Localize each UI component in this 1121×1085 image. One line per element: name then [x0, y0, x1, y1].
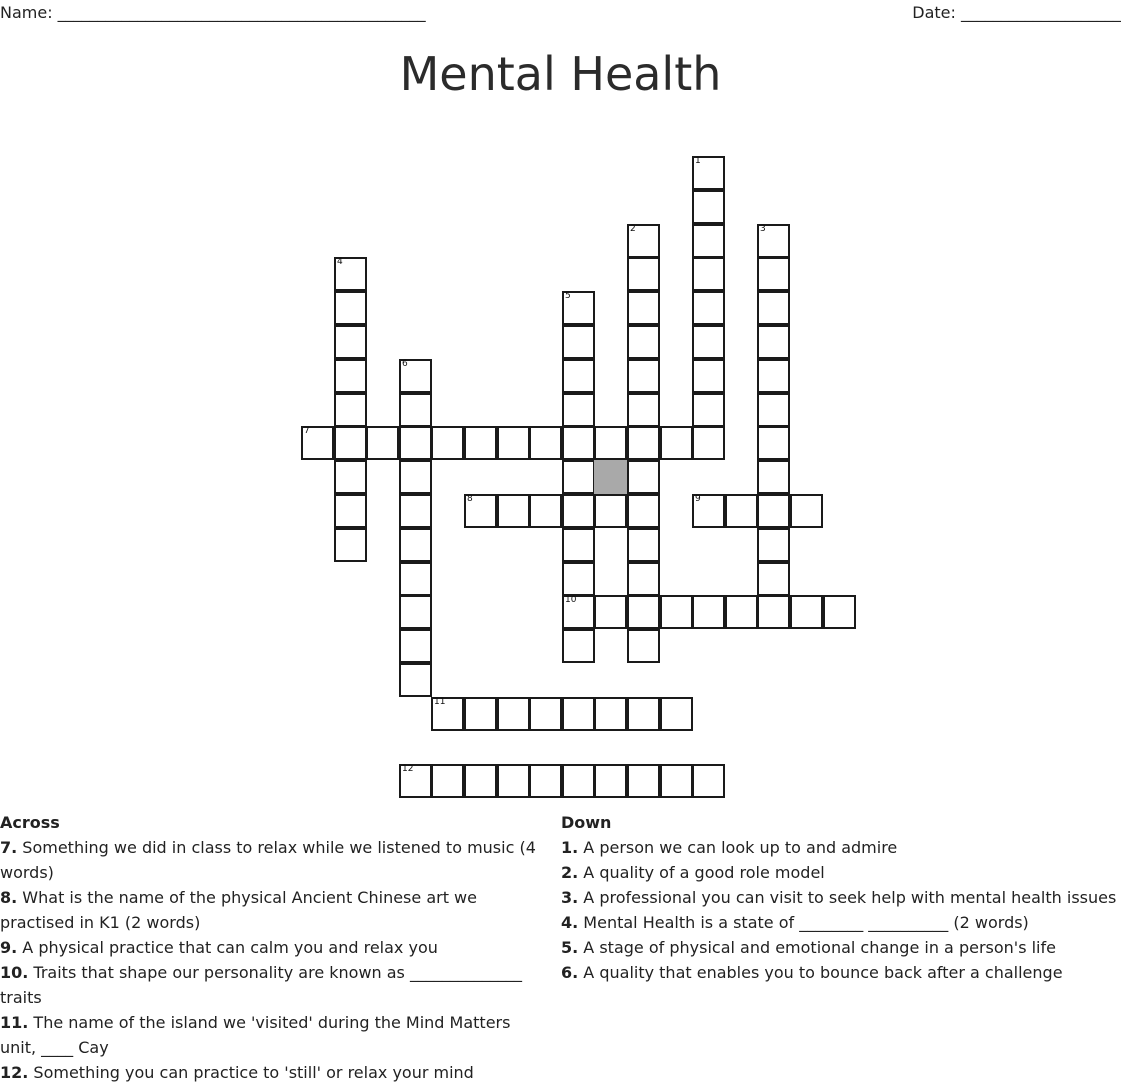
grid-cell[interactable] — [757, 562, 790, 596]
down-clue — [561, 910, 1121, 935]
clue-number: 11 — [434, 697, 446, 707]
grid-cell[interactable] — [301, 426, 334, 460]
clue-text: Something we did in class to relax while we listened to music (4 words) — [0, 838, 536, 882]
grid-cell[interactable] — [594, 426, 627, 460]
grid-cell[interactable] — [431, 697, 464, 731]
grid-cell[interactable] — [692, 224, 725, 258]
grid-cell[interactable] — [334, 359, 367, 393]
clue-number: 1 — [695, 156, 701, 166]
grid-cell[interactable] — [594, 595, 627, 629]
grid-cell[interactable] — [757, 224, 790, 258]
clue-num: 5. — [561, 938, 579, 957]
clue-text: A physical practice that can calm you and relax you — [17, 938, 438, 957]
clue-num: 10. — [0, 963, 29, 982]
across-clue — [0, 1060, 548, 1085]
grid-cell[interactable] — [692, 325, 725, 359]
grid-cell[interactable] — [497, 764, 530, 798]
grid-cell[interactable] — [399, 764, 432, 798]
grid-cell[interactable] — [660, 595, 693, 629]
clue-number: 3 — [760, 224, 766, 234]
grid-cell[interactable] — [757, 494, 790, 528]
grid-cell[interactable] — [464, 494, 497, 528]
grid-cell[interactable] — [757, 460, 790, 494]
clue-num: 7. — [0, 838, 18, 857]
grid-cell[interactable] — [627, 629, 660, 663]
grid-cell[interactable] — [562, 562, 595, 596]
down-clue — [561, 960, 1121, 985]
grid-cell[interactable] — [757, 257, 790, 291]
across-clue — [0, 960, 548, 1010]
grid-cell[interactable] — [399, 494, 432, 528]
grid-cell[interactable] — [757, 291, 790, 325]
grid-cell[interactable] — [562, 697, 595, 731]
grid-cell[interactable] — [399, 595, 432, 629]
clue-number: 7 — [304, 426, 310, 436]
clue-text: What is the name of the physical Ancient Chinese art we practised in K1 (2 words) — [0, 888, 477, 932]
grid-cell[interactable] — [529, 426, 562, 460]
across-clues — [0, 810, 548, 1085]
clue-number: 12 — [402, 764, 414, 774]
clue-number: 6 — [402, 359, 408, 369]
grid-cell[interactable] — [497, 697, 530, 731]
grid-cell[interactable] — [692, 359, 725, 393]
grid-cell[interactable] — [627, 460, 660, 494]
grid-cell[interactable] — [562, 494, 595, 528]
grid-cell[interactable] — [464, 426, 497, 460]
grid-cell[interactable] — [399, 460, 432, 494]
name-field[interactable]: Name: ______________________________________________ — [0, 3, 426, 22]
grid-cell[interactable] — [790, 595, 823, 629]
grid-cell[interactable] — [399, 528, 432, 562]
grid-cell[interactable] — [529, 697, 562, 731]
grid-cell-shaded — [594, 460, 627, 494]
grid-cell[interactable] — [334, 257, 367, 291]
clue-text: Something you can practice to 'still' or relax your mind — [28, 1063, 474, 1082]
grid-cell[interactable] — [399, 359, 432, 393]
clue-text: The name of the island we 'visited' during the Mind Matters unit, ____ Cay — [0, 1013, 511, 1057]
grid-cell[interactable] — [692, 595, 725, 629]
down-clue — [561, 935, 1121, 960]
grid-cell[interactable] — [431, 764, 464, 798]
clue-number: 5 — [565, 291, 571, 301]
across-clue — [0, 835, 548, 885]
grid-cell[interactable] — [660, 697, 693, 731]
grid-cell[interactable] — [692, 156, 725, 190]
grid-cell[interactable] — [627, 426, 660, 460]
grid-cell[interactable] — [562, 629, 595, 663]
grid-cell[interactable] — [562, 764, 595, 798]
grid-cell[interactable] — [399, 426, 432, 460]
grid-cell[interactable] — [529, 494, 562, 528]
grid-cell[interactable] — [562, 359, 595, 393]
grid-cell[interactable] — [529, 764, 562, 798]
grid-cell[interactable] — [562, 325, 595, 359]
grid-cell[interactable] — [594, 764, 627, 798]
clue-num: 6. — [561, 963, 579, 982]
grid-cell[interactable] — [627, 393, 660, 427]
grid-cell[interactable] — [692, 764, 725, 798]
grid-cell[interactable] — [627, 224, 660, 258]
down-heading: Down — [561, 813, 612, 832]
clue-text: Traits that shape our personality are known as ______________ traits — [0, 963, 522, 1007]
grid-cell[interactable] — [399, 393, 432, 427]
clue-num: 2. — [561, 863, 579, 882]
grid-cell[interactable] — [399, 562, 432, 596]
grid-cell[interactable] — [692, 393, 725, 427]
grid-cell[interactable] — [757, 325, 790, 359]
grid-cell[interactable] — [790, 494, 823, 528]
grid-cell[interactable] — [399, 629, 432, 663]
clue-number: 10 — [565, 595, 577, 605]
across-heading: Across — [0, 813, 60, 832]
grid-cell[interactable] — [562, 595, 595, 629]
grid-cell[interactable] — [334, 460, 367, 494]
clue-text: A quality of a good role model — [578, 863, 825, 882]
page-title: Mental Health — [399, 47, 722, 101]
clue-text: A person we can look up to and admire — [578, 838, 898, 857]
clue-text: A quality that enables you to bounce back after a challenge — [578, 963, 1063, 982]
clue-text: A professional you can visit to seek help with mental health issues — [578, 888, 1117, 907]
grid-cell[interactable] — [627, 595, 660, 629]
grid-cell[interactable] — [334, 426, 367, 460]
grid-cell[interactable] — [464, 697, 497, 731]
date-field[interactable]: Date: ____________________ — [912, 3, 1121, 22]
grid-cell[interactable] — [399, 663, 432, 697]
grid-cell[interactable] — [725, 595, 758, 629]
grid-cell[interactable] — [757, 393, 790, 427]
grid-cell[interactable] — [692, 257, 725, 291]
down-clues — [561, 810, 1121, 985]
clue-num: 4. — [561, 913, 579, 932]
clue-num: 3. — [561, 888, 579, 907]
clue-num: 12. — [0, 1063, 29, 1082]
clue-number: 8 — [467, 494, 473, 504]
grid-cell[interactable] — [334, 494, 367, 528]
grid-cell[interactable] — [757, 528, 790, 562]
grid-cell[interactable] — [334, 291, 367, 325]
clue-num: 11. — [0, 1013, 29, 1032]
grid-cell[interactable] — [497, 426, 530, 460]
grid-cell[interactable] — [757, 359, 790, 393]
grid-cell[interactable] — [627, 764, 660, 798]
grid-cell[interactable] — [660, 764, 693, 798]
grid-cell[interactable] — [334, 393, 367, 427]
grid-cell[interactable] — [757, 426, 790, 460]
clue-number: 9 — [695, 494, 701, 504]
grid-cell[interactable] — [562, 291, 595, 325]
down-clue — [561, 860, 1121, 885]
grid-cell[interactable] — [692, 291, 725, 325]
grid-cell[interactable] — [627, 291, 660, 325]
grid-cell[interactable] — [366, 426, 399, 460]
grid-cell[interactable] — [594, 697, 627, 731]
clue-number: 2 — [630, 224, 636, 234]
grid-cell[interactable] — [627, 359, 660, 393]
grid-cell[interactable] — [627, 697, 660, 731]
clue-num: 1. — [561, 838, 579, 857]
grid-cell[interactable] — [627, 562, 660, 596]
grid-cell[interactable] — [692, 190, 725, 224]
grid-cell[interactable] — [823, 595, 856, 629]
grid-cell[interactable] — [334, 528, 367, 562]
grid-cell[interactable] — [757, 595, 790, 629]
grid-cell[interactable] — [464, 764, 497, 798]
clue-text: Mental Health is a state of ________ __________ (2 words) — [578, 913, 1029, 932]
grid-cell[interactable] — [562, 460, 595, 494]
grid-cell[interactable] — [562, 426, 595, 460]
grid-cell[interactable] — [627, 494, 660, 528]
grid-cell[interactable] — [497, 494, 530, 528]
grid-cell[interactable] — [627, 325, 660, 359]
grid-cell[interactable] — [334, 325, 367, 359]
grid-cell[interactable] — [725, 494, 758, 528]
across-clue — [0, 885, 548, 935]
grid-cell[interactable] — [692, 494, 725, 528]
clue-num: 8. — [0, 888, 18, 907]
down-clue — [561, 835, 1121, 860]
grid-cell[interactable] — [627, 257, 660, 291]
across-clue — [0, 1010, 548, 1060]
grid-cell[interactable] — [562, 528, 595, 562]
grid-cell[interactable] — [692, 426, 725, 460]
grid-cell[interactable] — [562, 393, 595, 427]
grid-cell[interactable] — [431, 426, 464, 460]
clue-number: 4 — [337, 257, 343, 267]
grid-cell[interactable] — [660, 426, 693, 460]
clue-num: 9. — [0, 938, 18, 957]
down-clue — [561, 885, 1121, 910]
clue-text: A stage of physical and emotional change in a person's life — [578, 938, 1056, 957]
grid-cell[interactable] — [627, 528, 660, 562]
across-clue — [0, 935, 548, 960]
grid-cell[interactable] — [594, 494, 627, 528]
